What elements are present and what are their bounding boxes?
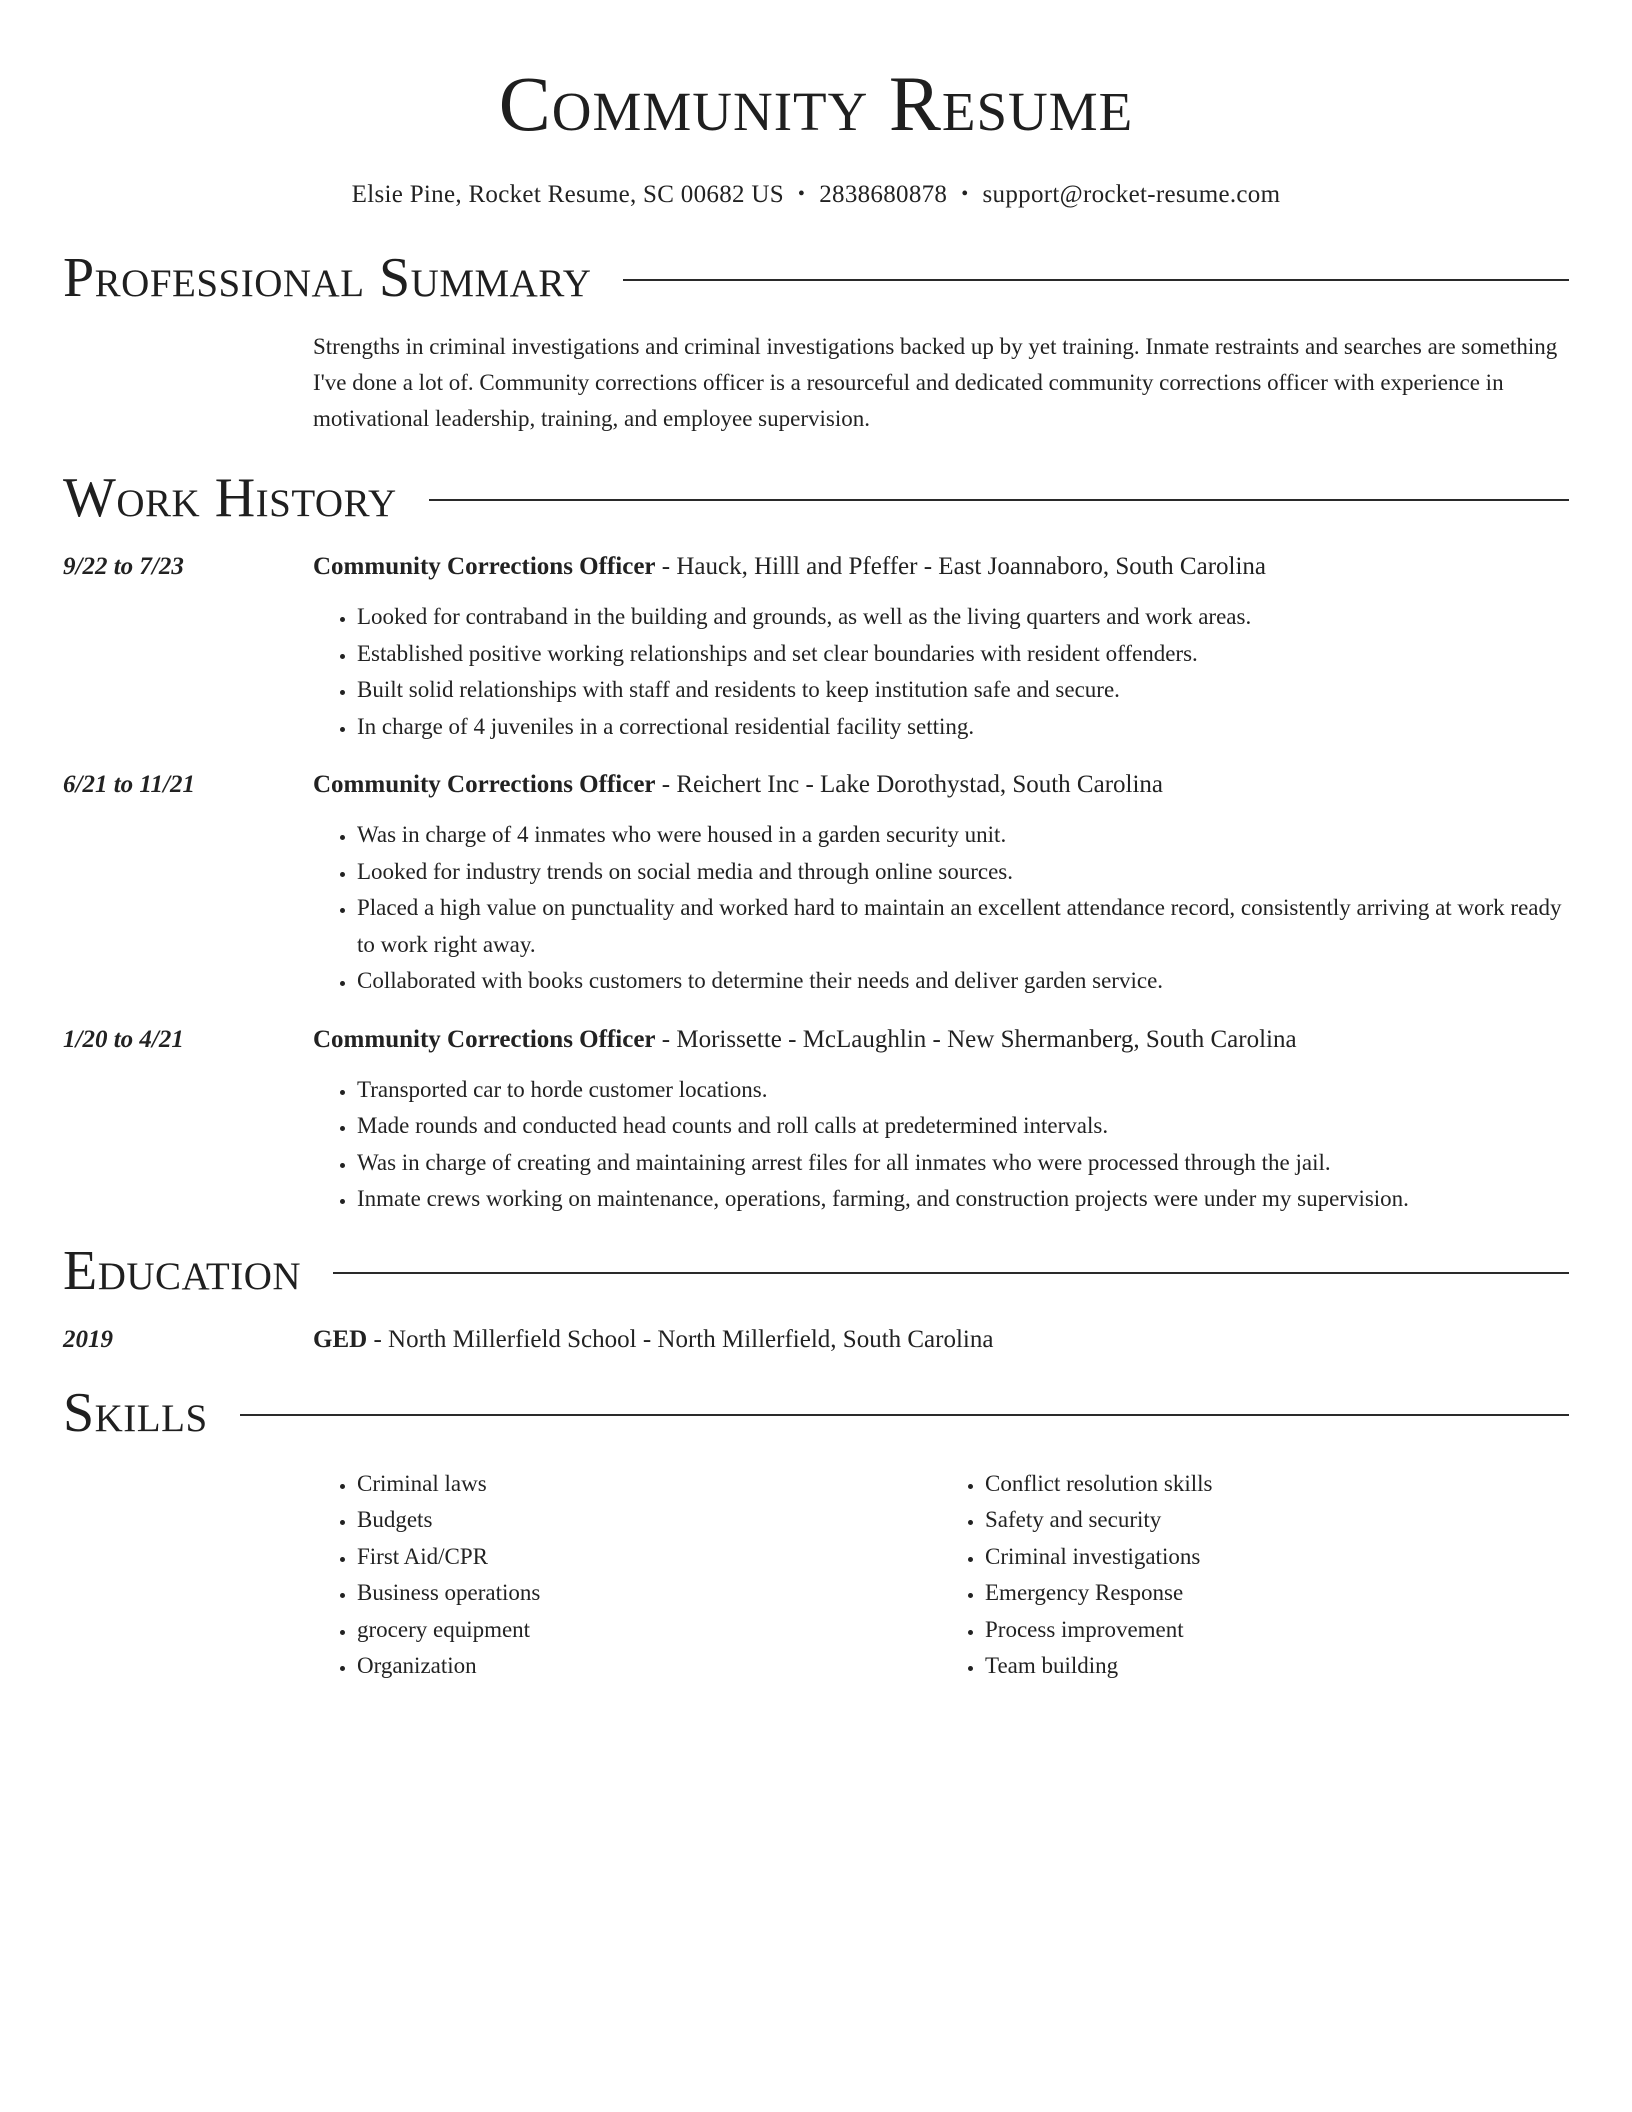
skill-item: • Emergency Response (985, 1575, 1569, 1612)
skill-item: • Process improvement (985, 1612, 1569, 1649)
education-heading (313, 1322, 1569, 1358)
section-title-work: Work History (63, 467, 397, 529)
education-degree: GED (313, 1325, 368, 1353)
job-bullet: • Transported car to horde customer locations. (357, 1072, 1569, 1109)
skills-list-left (313, 1466, 941, 1685)
job-entry (63, 549, 1569, 745)
section-header-skills (63, 1380, 1569, 1446)
contact-address: Elsie Pine, Rocket Resume, SC 00682 US (351, 181, 784, 208)
job-role: Community Corrections Officer (313, 553, 656, 580)
job-details: - Hauck, Hilll and Pfeffer - East Joannaboro, South Carolina (655, 553, 1267, 580)
job-dates: 1/20 to 4/21 (63, 1025, 184, 1053)
job-bullet: • Placed a high value on punctuality and worked hard to maintain an excellent attendance record, consistently arriving at work ready to work right away. (357, 890, 1569, 963)
contact-line (63, 178, 1569, 211)
education-entry (63, 1322, 1569, 1358)
job-bullet: • Looked for industry trends on social media and through online sources. (357, 854, 1569, 891)
job-bullet: • Looked for contraband in the building and grounds, as well as the living quarters and work areas. (357, 599, 1569, 636)
section-title-skills: Skills (63, 1381, 208, 1444)
skill-item: • Business operations (357, 1575, 941, 1612)
education-details: - North Millerfield School - North Millerfield, South Carolina (367, 1325, 994, 1353)
job-bullet: • Was in charge of creating and maintaining arrest files for all inmates who were processed through the jail. (357, 1145, 1569, 1182)
skill-item: • First Aid/CPR (357, 1539, 941, 1576)
skill-item: • Team building (985, 1648, 1569, 1685)
skill-item: • Budgets (357, 1502, 941, 1539)
job-bullets (313, 817, 1569, 1000)
section-header-work (63, 465, 1569, 531)
job-body (313, 549, 1569, 745)
section-divider (333, 1272, 1569, 1274)
job-entry (63, 767, 1569, 1000)
job-dates: 9/22 to 7/23 (63, 553, 184, 580)
resume-title: Community Resume (498, 60, 1134, 147)
contact-separator: • (961, 183, 969, 205)
skills-columns (313, 1466, 1569, 1685)
section-header-summary (63, 245, 1569, 311)
job-details: - Morissette - McLaughlin - New Shermanberg, South Carolina (655, 1025, 1297, 1053)
section-divider (623, 279, 1569, 281)
section-divider (240, 1414, 1569, 1416)
job-bullet: • In charge of 4 juveniles in a correctional residential facility setting. (357, 709, 1569, 746)
job-bullet: • Made rounds and conducted head counts and roll calls at predetermined intervals. (357, 1108, 1569, 1145)
contact-email[interactable]: support@rocket-resume.com (982, 181, 1281, 208)
skill-item: • Safety and security (985, 1502, 1569, 1539)
skill-item: • grocery equipment (357, 1612, 941, 1649)
summary-text: Strengths in criminal investigations and criminal investigations backed up by yet training. Inmate restraints and searches are something I've done a lot of. Community corrections officer is a resourceful and dedicated community corrections officer with experience in motivational leadership, training, and employee supervision. (313, 334, 1558, 431)
skill-item: • Criminal investigations (985, 1539, 1569, 1576)
section-header-education (63, 1238, 1569, 1304)
job-bullets (313, 599, 1569, 745)
section-divider (429, 499, 1569, 501)
skills-list-right (941, 1466, 1569, 1685)
skill-item: • Criminal laws (357, 1466, 941, 1503)
section-title-summary: Professional Summary (63, 247, 592, 309)
job-heading (313, 1022, 1569, 1058)
job-heading (313, 549, 1569, 585)
job-body (313, 1022, 1569, 1218)
job-role: Community Corrections Officer (313, 1025, 656, 1053)
job-entry (63, 1022, 1569, 1218)
contact-separator: • (797, 183, 806, 205)
education-year: 2019 (63, 1325, 113, 1353)
job-bullet: • Inmate crews working on maintenance, operations, farming, and construction projects were under my supervision. (357, 1181, 1569, 1218)
job-bullet: • Established positive working relationships and set clear boundaries with resident offenders. (357, 636, 1569, 673)
job-bullet: • Collaborated with books customers to determine their needs and deliver garden service. (357, 963, 1569, 1000)
skill-item: • Organization (357, 1648, 941, 1685)
contact-phone: 2838680878 (819, 181, 948, 208)
job-bullet: • Built solid relationships with staff and residents to keep institution safe and secure. (357, 672, 1569, 709)
section-title-education: Education (63, 1239, 302, 1302)
education-body (313, 1322, 1569, 1358)
job-role: Community Corrections Officer (313, 771, 656, 798)
job-heading (313, 767, 1569, 803)
skill-item: • Conflict resolution skills (985, 1466, 1569, 1503)
job-bullet: • Was in charge of 4 inmates who were housed in a garden security unit. (357, 817, 1569, 854)
job-bullets (313, 1072, 1569, 1218)
job-body (313, 767, 1569, 1000)
job-details: - Reichert Inc - Lake Dorothystad, South Carolina (655, 771, 1164, 798)
job-dates: 6/21 to 11/21 (63, 771, 195, 798)
